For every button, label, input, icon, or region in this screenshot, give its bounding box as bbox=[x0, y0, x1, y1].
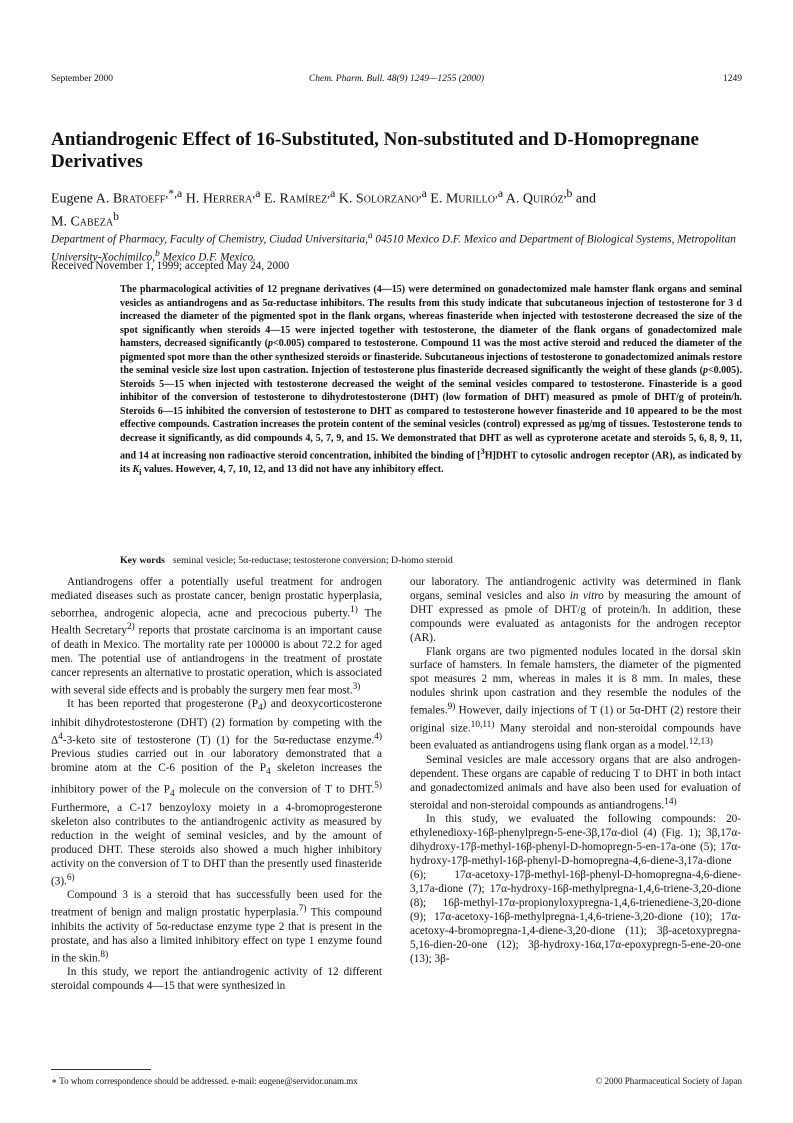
author-mark: ,a bbox=[494, 187, 504, 200]
body-column-left bbox=[51, 576, 382, 994]
author-given: H. bbox=[182, 191, 203, 207]
author-family: Murillo bbox=[445, 191, 495, 207]
author-family: Solorzano bbox=[355, 191, 419, 207]
journal-citation: Chem. Pharm. Bull. 48(9) 1249—1255 (2000) bbox=[308, 74, 485, 84]
running-header bbox=[51, 74, 742, 88]
author-list bbox=[51, 185, 741, 230]
author-given: E. bbox=[426, 191, 446, 207]
author-given: Eugene A. bbox=[51, 191, 113, 207]
paragraph: It has been reported that progesterone $(P_4)$ and deoxycorticosterone inhibit dihydrotestosterone (DHT) (2) formation by competing with the $\Delta^4-3$-keto site of testosterone (T) (1) for the 5α-reductase enzyme.$^{4)}$ Previous studies carried out in our laboratory demonstrated that a bromine atom at the C-6 position of the $P_4$ skeleton increases the inhibitory power of the $P_4$ molecule on the conversion of T to DHT.$^{5)}$ Furthermore, a C-17 benzoyloxy moiety in a 4-bromoprogesterone skeleton also contributes to the antiandrogenic activity as measured by reduction in the weight of seminal vesicles, and by the amount of produced DHT. These steroids also showed a much higher inhibitory activity on the conversion of T to DHT than the presently used finasteride (3).$^{6)}$ bbox=[51, 698, 383, 888]
author-family: Cabeza bbox=[70, 214, 114, 230]
paragraph: In this study, we report the antiandrogenic activity of 12 different steroidal compounds 4—15 that were synthesized in bbox=[51, 966, 382, 993]
author-mark: ,*,a bbox=[165, 187, 183, 200]
author-family: Herrera bbox=[202, 191, 253, 207]
keywords-label: Key words bbox=[120, 555, 165, 566]
affiliations: Department of Pharmacy, Faculty of Chemistry, Ciudad Universitaria,$^a$ 04510 Mexico D.F. Mexico and Department of Biological Systems, Metropolitan University-Xochimilco,$^b$ Mexico D.F. Mexico. bbox=[51, 231, 736, 264]
paragraph: Compound 3 is a steroid that has successfully been used for the treatment of benign and malign prostatic hyperplasia.$^{7)}$ This compound inhibits the activity of 5α-reductase enzyme type 2 that is present in the prostate, and has also a limited inhibitory effect on type 1 enzyme found in the skin.$^{8)}$ bbox=[51, 889, 383, 965]
keywords-text: seminal vesicle; 5α-reductase; testosterone conversion; D-homo steroid bbox=[172, 555, 453, 566]
paragraph: Seminal vesicles are male accessory organs that are also androgen-dependent. These organs are capable of reducing T to DHT in both intact and gonadectomized animals and have also been used for evaluation of steroidal and non-steroidal compounds as antiandrogens.$^{14)}$ bbox=[410, 754, 741, 812]
author-mark: ,b bbox=[563, 187, 573, 200]
article-title: Antiandrogenic Effect of 16-Substituted, Non-substituted and D-Homopregnane Derivatives bbox=[51, 129, 699, 172]
paragraph: our laboratory. The antiandrogenic activity was determined in flank organs, seminal vesicles and also in vitro by measuring the amount of DHT expressed as pmole of DHT/g of protein/h. In addition, these compounds were evaluated as antagonists for the androgen receptor (AR). bbox=[410, 576, 741, 644]
author-family: Bratoeff bbox=[112, 191, 166, 207]
author-family: Ramírez bbox=[279, 191, 328, 207]
keywords bbox=[120, 555, 742, 566]
author-given: K. bbox=[335, 191, 356, 207]
paragraph: Antiandrogens offer a potentially useful treatment for androgen mediated diseases such as prostate cancer, benign prostatic hyperplasia, seborrhea, androgenic alopecia, acne and precocious puberty.$^{1)}$ The Health Secretary$^{2)}$ reports that prostate carcinoma is an important cause of death in Mexico. The mortality rate per 100000 is about 72.2 for aged men. The potential use of antiandrogens in the treatment of prostate cancer represents an alternative to prostatic operation, which is associated with several side effects and is probably the surgery men fear most.$^{3)}$ bbox=[51, 576, 382, 697]
author-given: M. bbox=[51, 214, 71, 230]
body-column-right bbox=[410, 576, 741, 966]
copyright-notice: © 2000 Pharmaceutical Society of Japan bbox=[595, 1076, 742, 1086]
author-mark: ,a bbox=[252, 187, 261, 200]
page-footer bbox=[51, 1076, 742, 1088]
received-dates: Received November 1, 1999; accepted May 24, 2000 bbox=[51, 260, 290, 272]
author-mark: b bbox=[113, 209, 119, 223]
abstract: The pharmacological activities of 12 pregnane derivatives (4—15) were determined on gonadectomized male hamster flank organs and seminal vesicles as antiandrogens and as 5α-reductase inhibitors. The results from this study indicate that subcutaneous injection of testosterone for 3 d increased the diameter of the pigmented spot in the flank organs, whereas finasteride when injected with testosterone decreased the size of the spot significantly when steroids 4—15 were injected together with testosterone, the diameter of the flank organs of gonadectomized male hamsters, decreased significantly (p<0.005) compared to testosterone. Compound 11 was the most active steroid and reduced the diameter of the pigmented spot more than the other synthesized steroids or finasteride. Subcutaneous injections of testosterone to gonadectomized animals restore the seminal vesicle size lost upon castration. Injection of testosterone plus finasteride decreased significantly the weight of these glands (p<0.005). Steroids 5—15 when injected with testosterone decreased the weight of the seminal vesicles compared to testosterone. Finasteride is a good inhibitor of the conversion of testosterone to dihydrotestosterone (DHT) (low formation of DHT) measured as pmole of DHT/g of protein/h. Steroids 6—15 inhibited the conversion of testosterone to DHT as compared to testosterone however finasteride and 10 appeared to be the most effective compounds. Castration increases the protein content of the seminal vesicles (control) expressed as μg/mg of tissues. Testosterone tends to decrease it significantly, as did compounds 4, 5, 7, 9, and 15. We demonstrated that DHT as well as cyproterone acetate and steroids 5, 6, 8, 9, 11, and 14 at increasing non radioactive steroid concentration, inhibited the binding of [$^3$H]DHT to cytosolic androgen receptor (AR), as indicated by its $K_i$ values. However, 4, 7, 10, 12, and 13 did not have any inhibitory effect. bbox=[120, 284, 743, 477]
footnote-rule bbox=[51, 1069, 151, 1070]
author-conjunction: and bbox=[572, 191, 597, 207]
issue-date: September 2000 bbox=[51, 74, 114, 84]
correspondence-note: ∗ To whom correspondence should be addressed. e-mail: eugene@servidor.unam.mx bbox=[51, 1076, 358, 1086]
author-mark: ,a bbox=[418, 187, 427, 200]
author-family: Quiróz bbox=[522, 191, 564, 207]
page-number: 1249 bbox=[723, 74, 742, 84]
author-given: E. bbox=[260, 191, 280, 207]
author-given: A. bbox=[503, 191, 523, 207]
paragraph: In this study, we evaluated the following compounds: 20-ethylenedioxy-16β-phenylpregn-5-ene-3β,17α-diol (4) (Fig. 1); 3β,17α-dihydroxy-17β-methyl-16β-phenyl-D-homopregn-5-en-17a-one (5); 17α-hydroxy-17β-methyl-16β-phenyl-D-homopregna-4,6-diene-3,17a-dione (6); 17α-acetoxy-17β-methyl-16β-phenyl-D-homopregna-4,6-diene-3,17a-dione (7); 17α-hydroxy-16β-methylpregna-1,4,6-triene-3,20-dione (8); 16β-methyl-17α-propionyloxypregna-1,4,6-trienediene-3,20-dione (9); 17α-acetoxy-16β-methylpregna-1,4,6-triene-3,20-dione (10); 17α-acetoxy-4-bromopregna-1,4-diene-3,20-dione (11); 3β-acetoxypregna-5,16-dien-20-one (12); 3β-hydroxy-16α,17α-epoxypregn-5-ene-20-one (13); 3β- bbox=[410, 813, 741, 965]
paragraph: Flank organs are two pigmented nodules located in the dorsal skin surface of hamsters. In female hamsters, the diameter of the pigmented spot measures 2 mm, whereas in males it is 8 mm. In males, these nodules shrink upon castration and they resemble the nodules of the females.$^{9)}$ However, daily injections of T (1) or 5α-DHT (2) restore their original size.$^{10,11)}$ Many steroidal and non-steroidal compounds have been evaluated as antiandrogens using flank organ as a model.$^{12,13)}$ bbox=[410, 645, 741, 753]
author-mark: ,a bbox=[327, 187, 336, 200]
